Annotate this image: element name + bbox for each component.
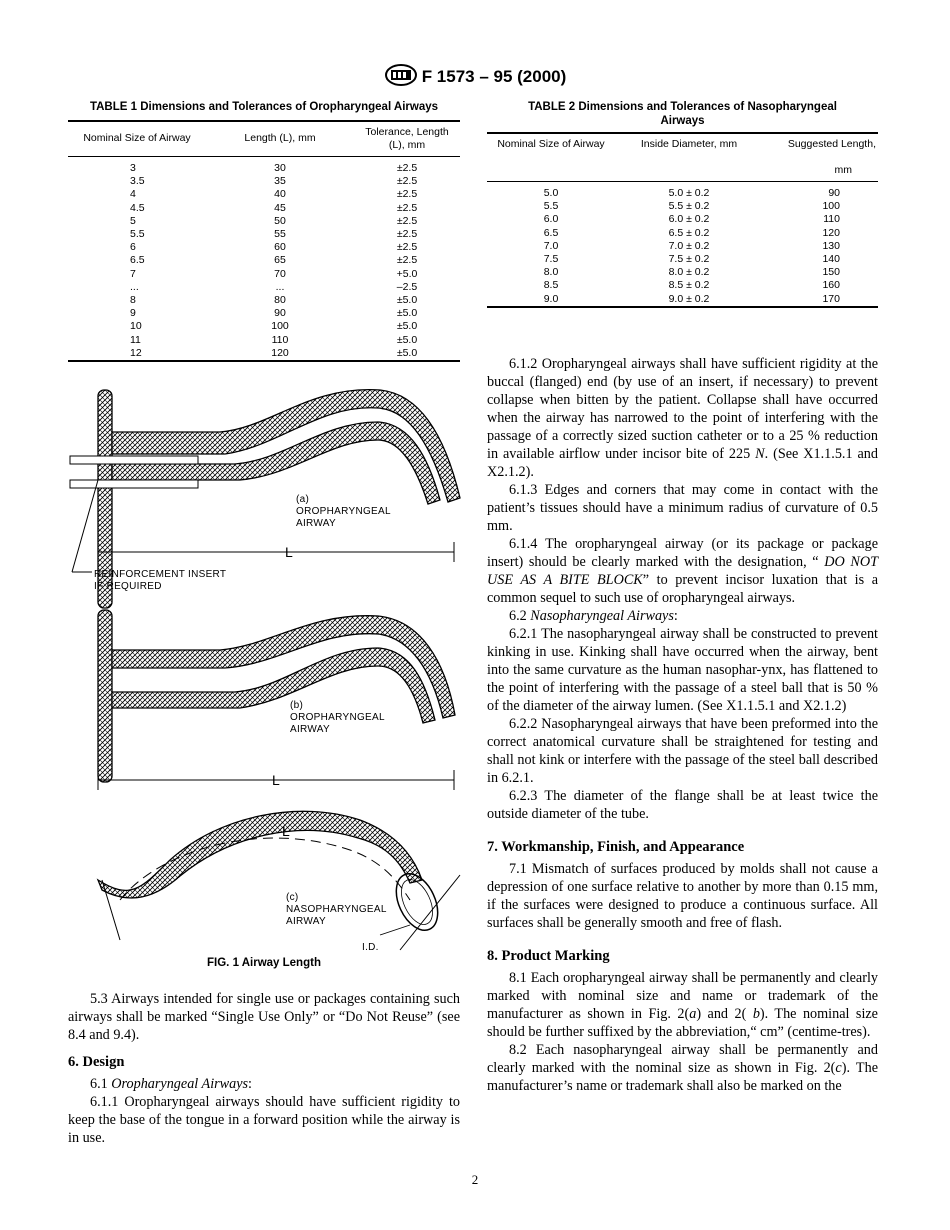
paragraph-6-1-2 bbox=[487, 355, 878, 481]
section-6-heading: 6. Design bbox=[68, 1054, 125, 1070]
table-cell: 150 bbox=[822, 266, 840, 279]
table-row bbox=[68, 254, 460, 267]
table-cell: ±2.5 bbox=[396, 254, 418, 267]
table-cell: ±2.5 bbox=[396, 175, 418, 188]
paragraph-8-1-text-a: 8.1 Each oropharyngeal airway shall be permanently and clearly marked with nominal size and name or trademark of the manufacturer as shown in Fig. 2( bbox=[487, 970, 878, 1022]
table-cell: 6.0 ± 0.2 bbox=[668, 213, 710, 226]
table-row bbox=[68, 347, 460, 361]
paragraph-7-1: 7.1 Mismatch of surfaces produced by molds shall not cause a depression of one surface relative to another by more than 0.15 mm, if the surfaces were designed to produce a continuous surface. All surfaces shall be generally smooth and free of flash. bbox=[487, 861, 878, 931]
table-row bbox=[68, 334, 460, 347]
table-2-caption: TABLE 2 Dimensions and Tolerances of Nasopharyngeal Airways bbox=[528, 101, 837, 127]
table-cell: 30 bbox=[274, 162, 286, 174]
length-label-a: L bbox=[285, 544, 293, 560]
table-cell: 5.5 ± 0.2 bbox=[668, 200, 710, 213]
table-cell: 8.0 bbox=[543, 266, 559, 279]
table-cell: 140 bbox=[822, 253, 840, 266]
table-row bbox=[68, 157, 460, 176]
table-cell: 8 bbox=[130, 294, 136, 307]
paragraph-6-1-2-unit: N bbox=[755, 446, 765, 462]
table-2-header-length-text: Suggested Length, bbox=[787, 138, 876, 150]
paragraph-6-2-2: 6.2.2 Nasopharyngeal airways that have been preformed into the correct anatomical curvature shall be straightened for testing and shall not kink or interfere with the passage of the steel ball described in 6.2.1. bbox=[487, 716, 878, 786]
table-cell: 10 bbox=[130, 320, 142, 333]
left-column-text bbox=[68, 990, 460, 1147]
table-cell: 120 bbox=[271, 346, 289, 359]
paragraph-6-1-number: 6.1 bbox=[90, 1076, 112, 1092]
table-cell: ±2.5 bbox=[396, 241, 418, 254]
paragraph-6-1-colon: : bbox=[248, 1076, 252, 1092]
table-cell: ±5.0 bbox=[396, 333, 418, 346]
figure-label-a-line1: OROPHARYNGEAL bbox=[296, 506, 391, 517]
table-2-header-diameter: Inside Diameter, mm bbox=[640, 138, 738, 150]
length-label-c: L bbox=[282, 823, 290, 839]
table-cell: ... bbox=[130, 280, 139, 293]
table-cell: 6.0 bbox=[543, 213, 559, 226]
table-1-header-size: Nominal Size of Airway bbox=[83, 132, 191, 144]
reinforcement-label-line2: IF REQUIRED bbox=[94, 581, 162, 592]
table-cell: 120 bbox=[822, 226, 840, 239]
table-row bbox=[487, 293, 878, 307]
table-cell: 6.5 bbox=[543, 226, 559, 239]
table-cell: ±2.5 bbox=[396, 162, 418, 174]
table-cell: 130 bbox=[822, 239, 840, 252]
paragraph-6-2-3: 6.2.3 The diameter of the flange shall be at least twice the outside diameter of the tube. bbox=[487, 788, 878, 822]
table-cell: ±2.5 bbox=[396, 188, 418, 201]
paragraph-6-1-2-text-a: 6.1.2 Oropharyngeal airways shall have sufficient rigidity at the buccal (flanged) end (by use of an insert, if necessary) to prevent collapse when bitten by the patient. Collapse shall have occurred when the airway has narrowed to the point of interfering with the passage of a correctly sized suction catheter or to a 25 % reduction in available airflow under incisor bite of 225 bbox=[487, 356, 878, 462]
paragraph-8-1-ref-b: b bbox=[752, 1006, 760, 1022]
table-row bbox=[68, 188, 460, 201]
table-cell: ±5.0 bbox=[396, 346, 418, 359]
table-2-header-length bbox=[763, 133, 878, 182]
figure-label-b-line1: OROPHARYNGEAL bbox=[290, 712, 385, 723]
table-cell: 65 bbox=[274, 254, 286, 267]
page-header bbox=[0, 64, 950, 87]
table-cell: ±5.0 bbox=[396, 294, 418, 307]
table-1-header-length: Length (L), mm bbox=[244, 132, 316, 144]
table-cell: 7.5 bbox=[543, 253, 559, 266]
table-row bbox=[68, 307, 460, 320]
table-2-header-size: Nominal Size of Airway bbox=[497, 138, 605, 150]
paragraph-6-1-3: 6.1.3 Edges and corners that may come in contact with the patient’s tissues should have a minimum radius of curvature of 0.5 mm. bbox=[487, 482, 878, 534]
paragraph-6-2-title: Nasopharyngeal Airways bbox=[530, 608, 674, 624]
table-cell: 8.5 ± 0.2 bbox=[668, 279, 710, 292]
table-row bbox=[487, 253, 878, 266]
table-cell: 7 bbox=[130, 267, 136, 280]
table-cell: 5.0 bbox=[543, 187, 559, 199]
right-column-text bbox=[487, 355, 878, 1095]
table-cell: 8.0 ± 0.2 bbox=[668, 266, 710, 279]
table-row bbox=[487, 266, 878, 279]
paragraph-8-1-ref-a: a bbox=[689, 1006, 697, 1022]
table-row bbox=[68, 294, 460, 307]
table-cell: ±5.0 bbox=[396, 307, 418, 320]
table-row bbox=[68, 268, 460, 281]
paragraph-6-2-1: 6.2.1 The nasopharyngeal airway shall be constructed to prevent kinking in use. Kinking shall have occurred when the airway, bent into the same curvature as the human nasophar-ynx, has flattened to the point of interfering with the passage of a steel ball that is 50 % of the diameter of the airway lumen. (See X1.1.5.1 and X2.1.2) bbox=[487, 626, 878, 714]
table-cell: 5.0 ± 0.2 bbox=[668, 187, 710, 199]
table-1 bbox=[68, 100, 460, 362]
table-cell: 5.5 bbox=[130, 228, 145, 241]
table-cell: 35 bbox=[274, 175, 286, 188]
table-cell: –2.5 bbox=[396, 280, 418, 293]
figure-label-b-letter: (b) bbox=[290, 700, 304, 711]
table-cell: 100 bbox=[822, 200, 840, 213]
table-cell: 3 bbox=[130, 162, 136, 174]
table-cell: ... bbox=[275, 280, 285, 293]
table-cell: 80 bbox=[274, 294, 286, 307]
section-7-heading: 7. Workmanship, Finish, and Appearance bbox=[487, 839, 745, 855]
paragraph-8-1 bbox=[487, 969, 878, 1041]
figure-label-c-line1: NASOPHARYNGEAL bbox=[286, 904, 387, 915]
astm-logo-icon bbox=[384, 64, 418, 86]
length-label-b: L bbox=[272, 772, 280, 788]
table-cell: 50 bbox=[274, 214, 286, 227]
table-cell: 9.0 ± 0.2 bbox=[668, 292, 710, 305]
table-cell: 6.5 bbox=[130, 254, 145, 267]
table-cell: 40 bbox=[274, 188, 286, 201]
table-cell: 60 bbox=[274, 241, 286, 254]
table-row bbox=[487, 213, 878, 226]
table-cell: ±2.5 bbox=[396, 228, 418, 241]
paragraph-6-2-number: 6.2 bbox=[509, 608, 531, 624]
figure-1-airway-length bbox=[60, 380, 470, 955]
table-row bbox=[487, 182, 878, 201]
table-cell: 9 bbox=[130, 307, 136, 320]
table-1-caption: TABLE 1 Dimensions and Tolerances of Oropharyngeal Airways bbox=[89, 101, 439, 113]
table-row bbox=[487, 240, 878, 253]
paragraph-6-1 bbox=[68, 1075, 460, 1093]
table-cell: 55 bbox=[274, 228, 286, 241]
table-row bbox=[487, 227, 878, 240]
table-cell: 4.5 bbox=[130, 201, 145, 214]
table-cell: ±5.0 bbox=[396, 320, 418, 333]
document-designation: F 1573 – 95 (2000) bbox=[421, 67, 567, 86]
table-2-header-length-unit: mm bbox=[834, 164, 852, 176]
id-label: I.D. bbox=[362, 942, 379, 953]
paragraph-8-2-text-b: ). The manufacturer’s name or trademark shall also be marked on the bbox=[487, 1060, 878, 1094]
paragraph-6-2-colon: : bbox=[673, 608, 678, 624]
table-cell: 8.5 bbox=[543, 279, 559, 292]
table-row bbox=[487, 200, 878, 213]
table-cell: 110 bbox=[271, 333, 289, 346]
table-row bbox=[68, 228, 460, 241]
paragraph-8-2 bbox=[487, 1041, 878, 1095]
table-row bbox=[68, 320, 460, 333]
paragraph-6-1-4-text-b: ” to prevent incisor luxation that is a common sequel to such use of oropharyngeal airways. bbox=[487, 572, 878, 606]
table-cell: 6.5 ± 0.2 bbox=[668, 226, 710, 239]
table-row bbox=[68, 175, 460, 188]
paragraph-6-1-4-warning: DO NOT USE AS A BITE BLOCK bbox=[487, 554, 879, 588]
table-row bbox=[68, 281, 460, 294]
paragraph-6-2 bbox=[487, 607, 878, 625]
table-cell: 7.0 bbox=[543, 239, 559, 252]
table-cell: 110 bbox=[823, 213, 840, 226]
table-row bbox=[68, 241, 460, 254]
airway-c-drawing bbox=[98, 811, 460, 950]
paragraph-5-3: 5.3 Airways intended for single use or packages containing such airways shall be marked “Single Use Only” or “Do Not Reuse” (see 8.4 and 9.4). bbox=[68, 991, 460, 1043]
table-cell: 3.5 bbox=[130, 175, 145, 188]
table-cell: 100 bbox=[271, 320, 289, 333]
paragraph-6-1-4-text-a: 6.1.4 The oropharyngeal airway (or its package or package insert) should be clearly marked with the designation, “ bbox=[487, 536, 878, 570]
table-cell: 11 bbox=[130, 333, 141, 346]
table-cell: +5.0 bbox=[396, 267, 418, 280]
table-cell: 7.5 ± 0.2 bbox=[668, 253, 710, 266]
table-row bbox=[68, 202, 460, 215]
table-1-header-tolerance: Tolerance, Length (L), mm bbox=[365, 126, 449, 151]
paragraph-8-2-ref-c: c bbox=[835, 1060, 842, 1076]
reinforcement-label-line1: REINFORCEMENT INSERT bbox=[94, 569, 227, 580]
table-2-grid bbox=[487, 132, 878, 308]
table-cell: 12 bbox=[130, 346, 142, 359]
figure-label-c-letter: (c) bbox=[286, 892, 299, 903]
table-cell: ±2.5 bbox=[396, 201, 418, 214]
paragraph-6-1-2-text-b: . (See X1.1.5.1 and X2.1.2). bbox=[487, 446, 878, 480]
airway-b-drawing bbox=[98, 610, 455, 790]
table-cell: 5 bbox=[130, 214, 136, 227]
figure-label-a-letter: (a) bbox=[296, 494, 310, 505]
table-cell: 5.5 bbox=[543, 200, 559, 213]
table-1-grid bbox=[68, 120, 460, 362]
paragraph-6-1-4 bbox=[487, 535, 878, 607]
table-cell: 45 bbox=[274, 201, 286, 214]
table-cell: 160 bbox=[822, 279, 840, 292]
table-cell: 90 bbox=[274, 307, 286, 320]
table-cell: 6 bbox=[130, 241, 136, 254]
paragraph-6-1-title: Oropharyngeal Airways bbox=[111, 1076, 249, 1092]
page-number: 2 bbox=[471, 1172, 479, 1187]
figure-1-caption: FIG. 1 Airway Length bbox=[207, 957, 321, 969]
paragraph-6-1-1: 6.1.1 Oropharyngeal airways should have sufficient rigidity to keep the base of the tongue in a forward position while the airway is in use. bbox=[68, 1094, 460, 1146]
table-cell: 4 bbox=[130, 188, 136, 201]
table-row bbox=[68, 215, 460, 228]
section-8-heading: 8. Product Marking bbox=[487, 948, 610, 964]
paragraph-8-1-text-c: ). The nominal size should be further suffixed by the abbreviation,“ cm” (centime-tres). bbox=[487, 1006, 878, 1040]
paragraph-8-1-text-b: ) and 2( bbox=[696, 1006, 753, 1022]
figure-label-a-line2: AIRWAY bbox=[296, 518, 336, 529]
table-2 bbox=[487, 100, 878, 308]
figure-label-c-line2: AIRWAY bbox=[286, 916, 326, 927]
table-cell: 7.0 ± 0.2 bbox=[668, 239, 710, 252]
table-cell: 70 bbox=[274, 267, 286, 280]
table-cell: ±2.5 bbox=[396, 214, 418, 227]
table-cell: 90 bbox=[828, 187, 840, 199]
figure-label-b-line2: AIRWAY bbox=[290, 724, 330, 735]
paragraph-8-2-text-a: 8.2 Each nasopharyngeal airway shall be permanently and clearly marked with the nominal size as shown in Fig. 2( bbox=[487, 1042, 878, 1076]
table-row bbox=[487, 279, 878, 292]
table-cell: 9.0 bbox=[543, 292, 559, 305]
table-cell: 170 bbox=[822, 292, 840, 305]
